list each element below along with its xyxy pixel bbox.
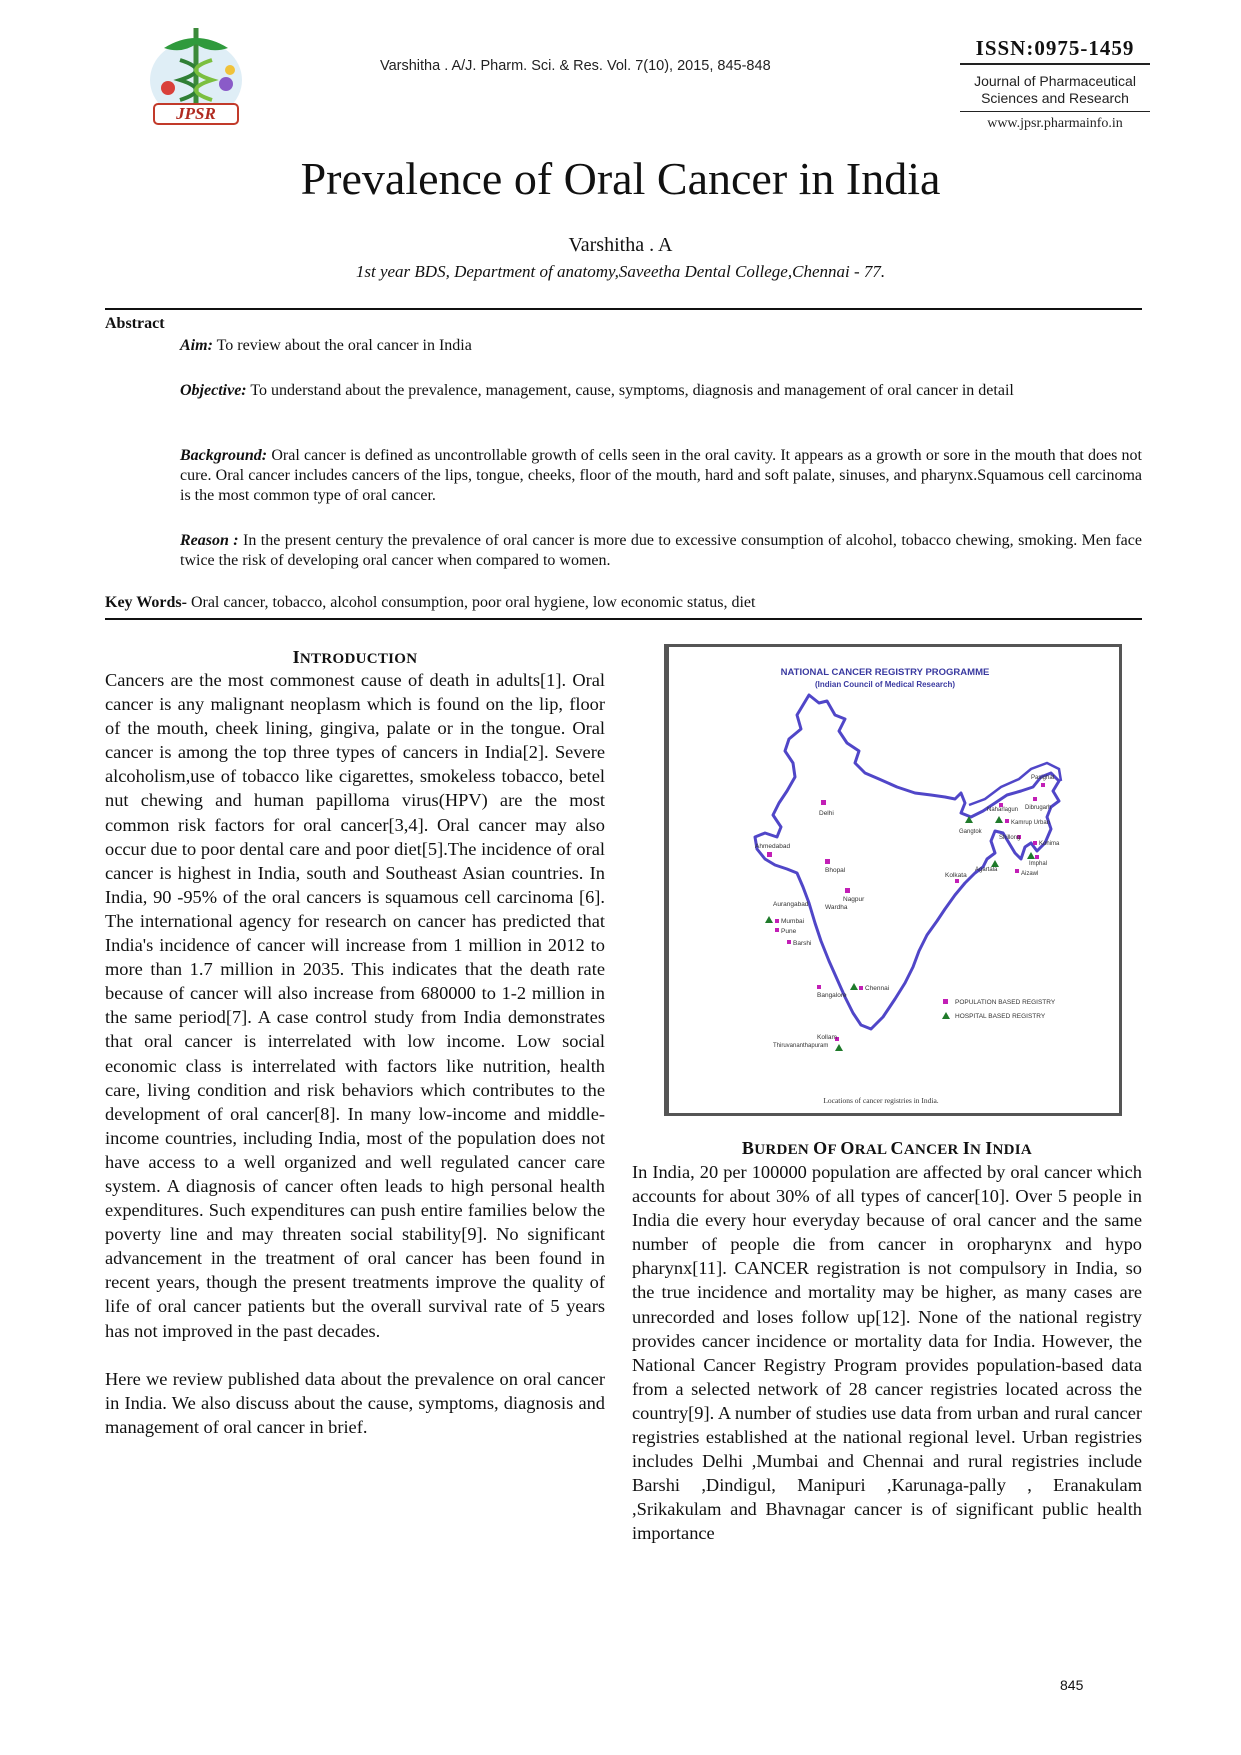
aim-label: Aim:: [180, 337, 213, 354]
reason-label: Reason :: [180, 532, 239, 549]
map-subtitle: (Indian Council of Medical Research): [814, 680, 956, 689]
label-kamrup: Kamrup Urban: [1011, 820, 1051, 826]
burden-heading-rest-3: RAL: [854, 1142, 891, 1158]
label-chennai: Chennai: [865, 985, 890, 992]
burden-heading-cap-4: C: [890, 1138, 904, 1158]
paper-author: Varshitha . A: [568, 234, 673, 256]
label-pune: Pune: [781, 928, 797, 935]
marker-dibrugarh: [1033, 797, 1037, 801]
marker-imphal-hospital: [1027, 852, 1035, 859]
label-ahmedabad: Ahmedabad: [755, 843, 791, 850]
background-label: Background:: [180, 447, 268, 464]
objective-text: To understand about the prevalence, management, cause, symptoms, diagnosis and management of oral cancer in detail: [246, 382, 1014, 399]
introduction-heading-rest: NTRODUCTION: [299, 651, 418, 667]
abstract-label: Abstract: [105, 315, 165, 332]
journal-url: www.jpsr.pharmainfo.in: [987, 116, 1123, 131]
burden-heading-cap-6: I: [985, 1138, 993, 1158]
burden-heading-rest-5: N: [970, 1142, 986, 1158]
running-head: Varshitha . A/J. Pharm. Sci. & Res. Vol. 7(10), 2015, 845-848: [380, 58, 771, 74]
burden-heading-rest-4: ANCER: [903, 1142, 963, 1158]
introduction-body: [105, 668, 605, 1439]
marker-mumbai: [775, 919, 779, 923]
marker-mumbai-hospital: [765, 916, 773, 923]
journal-name: [960, 73, 1150, 107]
reason-text: In the present century the prevalence of oral cancer is more due to excessive consumption of alcohol, tobacco chewing, smoking. Men face twice the risk of developing oral cancer when compared to women.: [180, 532, 1142, 569]
label-aizawl: Aizawl: [1021, 871, 1039, 877]
marker-kolkata: [955, 879, 959, 883]
page-number: 845: [1060, 1677, 1084, 1693]
label-pasighat: Pasighat: [1031, 775, 1055, 781]
keywords-label: Key Words-: [105, 594, 187, 611]
burden-heading: [632, 1138, 1142, 1159]
marker-agartala-hospital: [991, 860, 999, 867]
keywords-text: Oral cancer, tobacco, alcohol consumption, poor oral hygiene, low economic status, diet: [186, 594, 756, 611]
marker-chennai: [859, 986, 863, 990]
introduction-paragraph-1: Cancers are the most commonest cause of death in adults[1]. Oral cancer is any malignant neoplasm which is found on the lip, floor of the mouth, cheek lining, gingiva, palate or in the tongue. Oral cancer is among the top three types of cancers in India[2]. Severe alcoholism,use of tobacco like cigarettes, smokeless tobacco, betel nut chewing and human papilloma virus(HPV) are the most common risk factors for oral cancer[3,4]. Oral cancer may also occur due to poor dental care and poor diet[5].The incidence of oral cancer is highest in India, south and Southeast Asian countries. In India, 90 -95% of the oral cancers is squamous cell carcinoma [6]. The international agency for research on cancer has predicted that India's incidence of cancer will increase from 1 million in 2012 to more than 1.7 million in 2035. This indicates that the death rate because of cancer will also increase from 680000 to 1-2 million in the same period[7]. A case control study from India demonstrates that oral cancer is interrelated with low income. Low social economic class is interrelated with factors like nutrition, health care, living condition and risk behaviors which contributes to the development of oral cancer[8]. In many low-income and middle-income countries, including India, most of the population does not have access to a well organized and well regulated cancer care system. A diagnosis of cancer often leads to high personal health expenditures. Such expenditures can push entire families below the poverty line and may threaten social stability[9]. No significant advancement in the treatment of oral cancer has been found in recent years, though the present treatments improve the quality of life of oral cancer patients but the overall survival rate of 5 years has not improved in the past decades.: [105, 670, 605, 1341]
marker-chennai-hospital: [850, 983, 858, 990]
label-barshi: Barshi: [793, 940, 812, 947]
journal-logo: [140, 18, 252, 130]
burden-heading-rest-6: NDIA: [992, 1142, 1033, 1158]
label-dibrugarh: Dibrugarh: [1025, 805, 1052, 811]
burden-body: [632, 1160, 1142, 1546]
marker-aizawl: [1015, 869, 1019, 873]
introduction-paragraph-2: Here we review published data about the prevalence on oral cancer in India. We also discuss about the cause, symptoms, diagnosis and management of oral cancer in brief.: [105, 1368, 605, 1437]
issn-label: ISSN:0975-1459: [960, 36, 1150, 65]
marker-imphal: [1035, 855, 1039, 859]
label-gangtok: Gangtok: [959, 829, 982, 835]
legend-population-label: POPULATION BASED REGISTRY: [955, 999, 1056, 1006]
label-wardha: Wardha: [825, 904, 848, 911]
aim-text: To review about the oral cancer in India: [212, 337, 472, 354]
burden-heading-cap-1: B: [741, 1138, 755, 1158]
introduction-heading: [105, 647, 605, 668]
objective-label: Objective:: [180, 382, 247, 399]
label-bhopal: Bhopal: [825, 867, 846, 874]
keywords: [105, 594, 1142, 612]
figure-caption: Locations of cancer registries in India.: [823, 1096, 939, 1105]
burden-heading-cap-2: O: [813, 1138, 828, 1158]
label-mumbai: Mumbai: [781, 918, 805, 925]
label-kollam: Kollam: [817, 1034, 837, 1041]
legend-population-swatch: [943, 999, 948, 1004]
background-text: Oral cancer is defined as uncontrollable growth of cells seen in the oral cavity. It appears as a growth or sore in the mouth that does not cure. Oral cancer includes cancers of the lips, tongue, cheeks, floor of the mouth, hard and soft palate, sinuses, and pharynx.Squamous cell carcinoma is the most common type of oral cancer.: [180, 447, 1142, 504]
abstract-bottom-rule: [105, 618, 1142, 620]
marker-bangalore: [817, 985, 821, 989]
abstract-background: [180, 446, 1142, 506]
paper-affiliation: 1st year BDS, Department of anatomy,Saveetha Dental College,Chennai - 77.: [355, 262, 886, 281]
label-nagpur: Nagpur: [843, 896, 865, 903]
label-thiruvananthapuram: Thiruvananthapuram: [773, 1043, 829, 1049]
journal-branding: [960, 36, 1150, 132]
abstract-reason: [180, 531, 1142, 571]
marker-pasighat: [1041, 783, 1045, 787]
burden-heading-cap-3: O: [840, 1138, 855, 1158]
legend-hospital-swatch: [942, 1012, 950, 1019]
burden-heading-cap-5: I: [962, 1138, 971, 1158]
burden-heading-rest-1: URDEN: [754, 1142, 814, 1158]
burden-heading-rest-2: F: [827, 1142, 841, 1158]
map-legend: [942, 999, 1056, 1020]
marker-barshi: [787, 940, 791, 944]
label-kohima: Kohima: [1039, 841, 1060, 847]
marker-ahmedabad: [767, 852, 772, 857]
marker-pune: [775, 928, 779, 932]
abstract-top-rule: [105, 308, 1142, 310]
legend-hospital-label: HOSPITAL BASED REGISTRY: [955, 1013, 1046, 1020]
label-delhi: Delhi: [819, 810, 834, 817]
marker-bhopal: [825, 859, 830, 864]
journal-name-line1: Journal of Pharmaceutical: [974, 73, 1136, 89]
cancer-registry-map-figure: [664, 644, 1122, 1116]
paper-title: Prevalence of Oral Cancer in India: [300, 153, 941, 204]
marker-nagpur: [845, 888, 850, 893]
journal-name-line2: Sciences and Research: [981, 90, 1129, 106]
journal-divider: [960, 111, 1150, 112]
logo-text: JPSR: [176, 104, 216, 123]
label-naharlagun: Naharlagun: [987, 807, 1019, 813]
india-outline: [755, 695, 1059, 1029]
label-aurangabad: Aurangabad: [773, 901, 809, 908]
label-kolkata: Kolkata: [945, 872, 967, 879]
label-agartala: Agartala: [975, 867, 998, 873]
marker-thiruvananthapuram-hospital: [835, 1044, 843, 1051]
burden-paragraph: In India, 20 per 100000 population are affected by oral cancer which accounts for about 30% of all types of cancer[10]. Over 5 people in India die every hour everyday because of oral cancer and the same number of people die from cancer in oropharynx and hypo pharynx[11]. CANCER registration is not compulsory in India, so the true incidence and mortality may be higher, as many cases are unrecorded and loses follow up[12]. None of the national registry provides cancer incidence or mortality data for India. However, the National Cancer Registry Program provides population-based data from a selected network of 28 cancer registries located across the country[9]. A number of studies use data from urban and rural cancer registries established at the national regional level. Urban registries includes Delhi ,Mumbai and Chennai and rural registries include Barshi ,Dindigul, Manipuri ,Karunaga-pally , Eranakulam ,Srikakulam and Bhavnagar cancer is of significant public health importance: [632, 1162, 1142, 1544]
registry-markers: [755, 775, 1060, 1051]
abstract-aim: [180, 336, 1142, 356]
label-imphal: Imphal: [1029, 861, 1048, 867]
marker-delhi: [821, 800, 826, 805]
map-title: NATIONAL CANCER REGISTRY PROGRAMME: [780, 667, 990, 678]
label-bangalore: Bangalore: [817, 992, 847, 999]
marker-kohima: [1033, 841, 1037, 845]
marker-kamrup-hospital: [995, 816, 1003, 823]
abstract-objective: [180, 381, 1142, 401]
northeast-outline: [969, 763, 1061, 805]
label-shillong: Shillong: [999, 835, 1021, 841]
marker-kamrup: [1005, 819, 1009, 823]
introduction-heading-cap: I: [292, 647, 300, 667]
